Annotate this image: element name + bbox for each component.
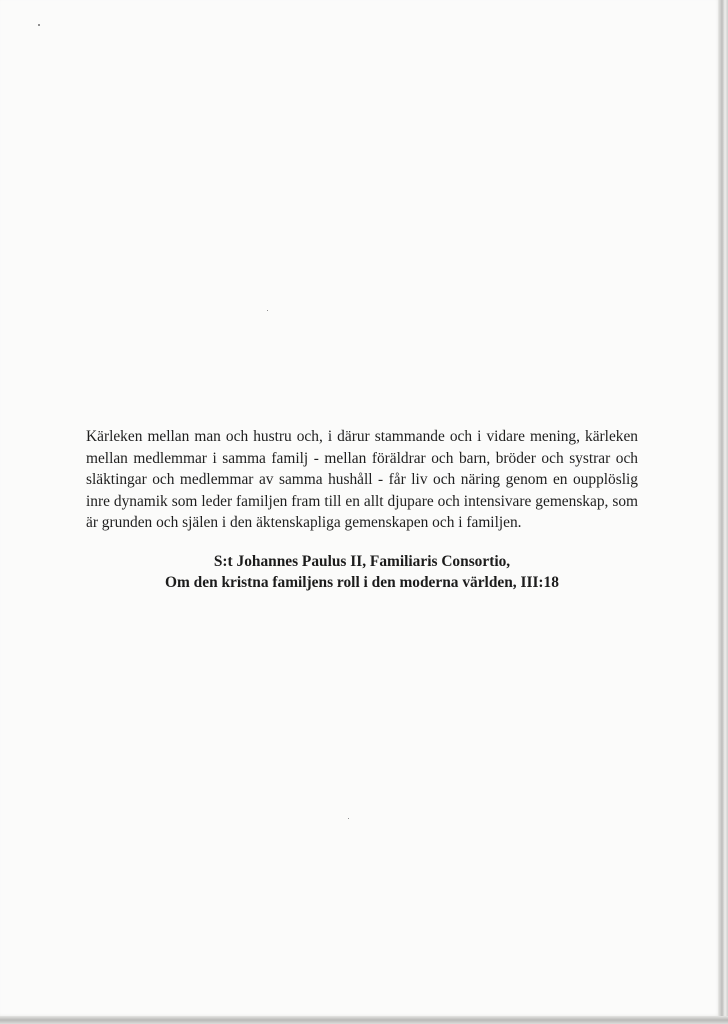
paper-speck bbox=[38, 24, 40, 26]
attribution-line-1: S:t Johannes Paulus II, Familiaris Consortio, bbox=[213, 552, 511, 570]
quote-attribution bbox=[86, 551, 638, 593]
page-edge-right bbox=[718, 0, 728, 1024]
paper-speck bbox=[267, 310, 268, 311]
page-edge-bottom bbox=[0, 1016, 728, 1024]
quote-text: Kärleken mellan man och hustru och, i därur stammande och i vidare mening, kärleken mellan medlemmar i samma familj - mellan föräldrar och barn, bröder och systrar och släktingar och medlemmar av samma hushåll - får liv och näring genom en oupplöslig inre dynamik som leder familjen fram till en allt djupare och intensivare gemenskap, som är grunden och själen i den äktenskapliga gemenskapen och i familjen. bbox=[86, 428, 638, 532]
paper-speck bbox=[348, 818, 349, 819]
attribution-line-2: Om den kristna familjens roll i den moderna världen, III:18 bbox=[165, 573, 559, 591]
quote-block bbox=[86, 426, 638, 593]
